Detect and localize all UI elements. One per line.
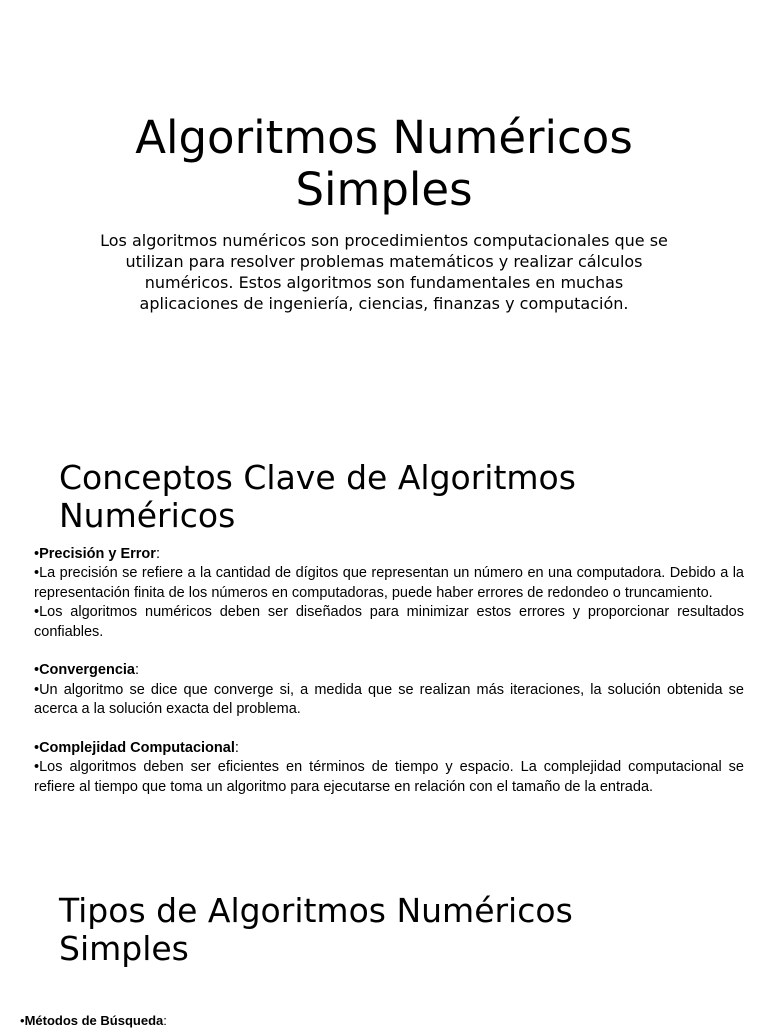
term-line: •Complejidad Computacional:	[34, 740, 239, 757]
term-precision: Precisión y Error	[39, 546, 156, 562]
types-first-term: •Métodos de Búsqueda:	[20, 1013, 167, 1028]
term-line: •Precisión y Error:	[34, 546, 160, 562]
section-heading-types	[59, 892, 749, 968]
heading-line-2: Numéricos	[59, 496, 236, 535]
spacer	[34, 642, 744, 661]
term-search-methods: Métodos de Búsqueda	[24, 1013, 164, 1028]
document-title	[60, 112, 708, 216]
point-text: Los algoritmos numéricos deben ser diseñados para minimizar estos errores y proporcionar resultados confiables.	[34, 604, 744, 640]
title-line-1: Algoritmos Numéricos	[135, 111, 633, 164]
section-heading-concepts	[59, 459, 749, 535]
heading-line-1: Tipos de Algoritmos Numéricos	[59, 891, 573, 930]
heading-line-1: Conceptos Clave de Algoritmos	[59, 458, 576, 497]
concepts-content	[34, 545, 744, 797]
bullet: •	[34, 546, 40, 562]
term-convergence: Convergencia	[39, 662, 135, 679]
bullet-point	[34, 564, 744, 603]
term-line: •Convergencia:	[34, 662, 140, 679]
bullet: •	[34, 604, 40, 621]
bullet: •	[34, 662, 40, 679]
bullet-point	[34, 758, 744, 797]
intro-paragraph: Los algoritmos numéricos son procedimientos computacionales que se utilizan para resolver problemas matemáticos y realizar cálculos numéricos. Estos algoritmos son fundamentales en muchas aplicaciones de ingeniería, ciencias, finanzas y computación.	[100, 231, 668, 313]
bullet: •	[34, 759, 40, 776]
title-line-2: Simples	[295, 163, 473, 216]
point-text: Un algoritmo se dice que converge si, a medida que se realizan más iteraciones, la solución obtenida se acerca a la solución exacta del problema.	[34, 681, 744, 718]
point-text: Los algoritmos deben ser eficientes en términos de tiempo y espacio. La complejidad computacional se refiere al tiempo que toma un algoritmo para ejecutarse en relación con el tamaño de la entrada.	[34, 759, 744, 795]
bullet: •	[34, 681, 40, 698]
heading-line-2: Simples	[59, 929, 189, 968]
bullet: •	[34, 740, 40, 757]
bullet: •	[20, 1013, 25, 1028]
bullet: •	[34, 565, 40, 582]
bullet-point	[34, 681, 744, 720]
term-complexity: Complejidad Computacional	[39, 740, 235, 757]
point-text: La precisión se refiere a la cantidad de dígitos que representan un número en una computadora. Debido a la representación finita de los números en computadoras, puede haber errores de redondeo o truncamiento.	[34, 565, 744, 601]
spacer	[34, 720, 744, 739]
bullet-point	[34, 603, 744, 642]
